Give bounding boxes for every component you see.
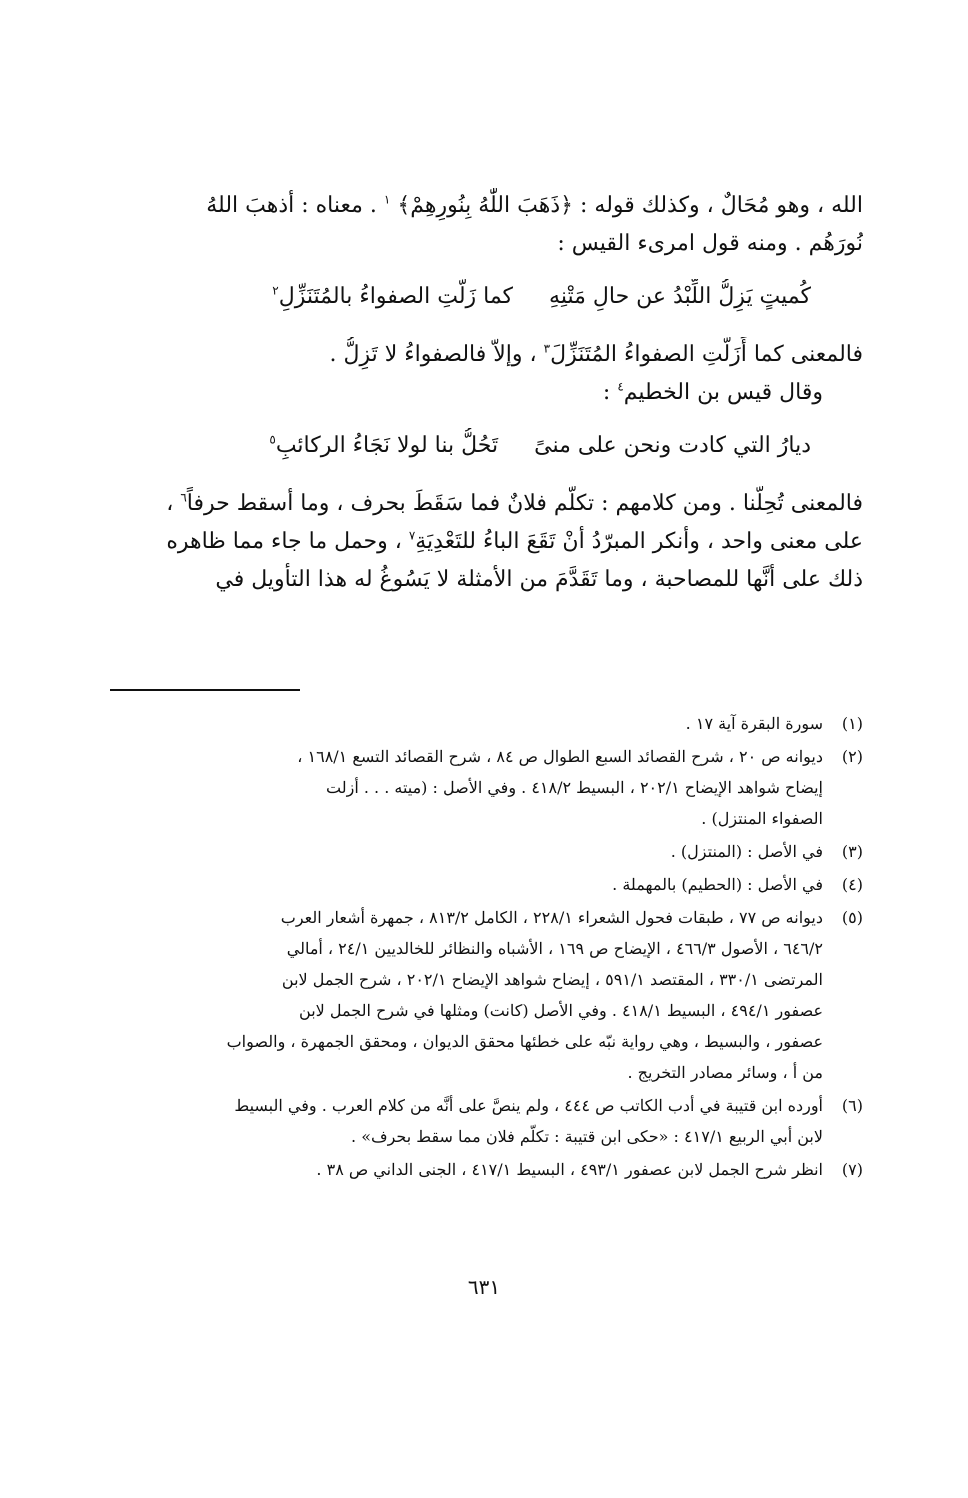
footnote-text: في الأصل : (المنتزل) . xyxy=(670,842,823,861)
footnote-number: (١) xyxy=(841,714,863,733)
text-line-1: الله ، وهو مُحَالٌ ، وكذلك قوله : ﴿ذَهَبَ اللّٰهُ بِنُورِهِمْ﴾ $^١$ . معناه : أذهبَ اللهُ xyxy=(206,192,863,218)
footnote-number: (٦) xyxy=(841,1096,863,1115)
text-line-7: ذلك على أنَّها للمصاحبة ، وما تَقَدَّمَ من الأمثلة لا يَسُوغُ له هذا التأويل في xyxy=(215,567,863,592)
footnote-1 xyxy=(103,708,863,739)
footnote-5 xyxy=(103,902,863,1088)
footnote-2 xyxy=(103,741,863,834)
footnote-ref-4: ٤ xyxy=(617,379,624,394)
footnote-ref-2: ٢ xyxy=(272,283,279,298)
verse-1-first-hemistich: كُميتٍ يَزِلُّ اللِّبْدُ عن حالِ مَتْنِهِ xyxy=(549,284,811,309)
text-line-2: نُورَهُم . ومنه قول امرىء القيس : xyxy=(557,231,863,256)
footnote-ref-1: ١ xyxy=(383,192,391,207)
footnote-ref-6: ٦ xyxy=(180,490,187,505)
footnote-number: (٤) xyxy=(841,875,863,894)
footnote-number: (٢) xyxy=(841,747,863,766)
footnote-text: أورده ابن قتيبة في أدب الكاتب ص ٤٤٤ ، ولم ينصَّ على أنَّه من كلام العرب . وفي البسيط لابن أبي الربيع ٤١٧/١ : «حكى ابن قتيبة : تكلّم فلان مما سقط بحرف» . xyxy=(234,1096,823,1146)
footnote-number: (٣) xyxy=(841,842,863,861)
footnote-3 xyxy=(103,836,863,867)
footnote-4 xyxy=(103,869,863,900)
text-line-4: وقال قيس بن الخطيم$^٤$ : xyxy=(602,379,823,405)
footnote-ref-7: ٧ xyxy=(408,528,416,543)
footnote-text: في الأصل : (الحطيم) بالمهملة . xyxy=(612,875,823,894)
footnote-number: (٥) xyxy=(841,908,863,927)
verse-1-second-hemistich: كما زَلَّتِ الصفواءُ بالمُتَنَزِّلِ$^٢$ xyxy=(272,283,514,309)
text-line-5: فالمعنى تُحِلُّنا . ومن كلامهم : تكلَّم فلانٌ فما سَقَطَ بحرف ، وما أسقط حرفاً$^٦$ ، xyxy=(166,490,863,516)
footnote-7 xyxy=(103,1154,863,1185)
verse-2 xyxy=(103,428,863,464)
footnote-6 xyxy=(103,1090,863,1152)
text-line-3: فالمعنى كما أَزَلَّتِ الصفواءُ المُتَنَزِّلَ$^٣$ ، وإلاّ فالصفواءُ لا تَزِلُّ . xyxy=(329,341,863,367)
footnote-text: ديوانه ص ٧٧ ، طبقات فحول الشعراء ٢٢٨/١ ، الكامل ٨١٣/٢ ، جمهرة أشعار العرب ٦٤٦/٢ ، الأصول ٤٦٦/٣ ، الإيضاح ص ١٦٩ ، الأشباه والنظائر للخالديين ٢٤/١ ، أمالي المرتضى ٣٣٠/١ ، المقتصد ٥٩١/١ ، إيضاح شواهد الإيضاح ٢٠٢/١ ، شرح الجمل لابن عصفور ٤٩٤/١ ، البسيط ٤١٨/١ . وفي الأصل (كانت) ومثلها في شرح الجمل لابن عصفور ، والبسيط ، وهي رواية نبّه على خطئها محقق الديوان ، ومحقق الجمهرة ، والصواب من أ ، وسائر مصادر التخريج . xyxy=(226,908,823,1082)
footnote-ref-3: ٣ xyxy=(543,341,551,356)
main-text xyxy=(103,188,863,600)
verse-1 xyxy=(103,279,863,315)
verse-2-first-hemistich: ديارُ التي كادت ونحن على منىً xyxy=(534,433,811,458)
verse-2-second-hemistich: تَحُلُّ بنا لولا نَجَاءُ الركائبِ$^٥$ xyxy=(269,432,499,458)
footnotes xyxy=(103,708,863,1187)
text-line-6: على معنى واحد ، وأنكر المبرّدُ أنْ تَقَعَ الباءُ للتَعْدِيَةِ$^٧$ ، وحمل ما جاء مما ظاهره xyxy=(166,528,863,554)
footnote-text: انظر شرح الجمل لابن عصفور ٤٩٣/١ ، البسيط ٤١٧/١ ، الجنى الداني ص ٣٨ . xyxy=(316,1160,823,1179)
footnote-text: سورة البقرة آية ١٧ . xyxy=(685,714,823,733)
footnote-number: (٧) xyxy=(841,1160,863,1179)
footnote-separator xyxy=(110,689,300,691)
footnote-text: ديوانه ص ٢٠ ، شرح القصائد السبع الطوال ص ٨٤ ، شرح القصائد التسع ١٦٨/١ ، إيضاح شواهد الإيضاح ٢٠٢/١ ، البسيط ٤١٨/٢ . وفي الأصل : (ميته . . . أزلت الصفواء المنتزل) . xyxy=(297,747,823,828)
page-number: ٦٣١ xyxy=(467,1275,501,1299)
footnote-ref-5: ٥ xyxy=(269,432,276,447)
